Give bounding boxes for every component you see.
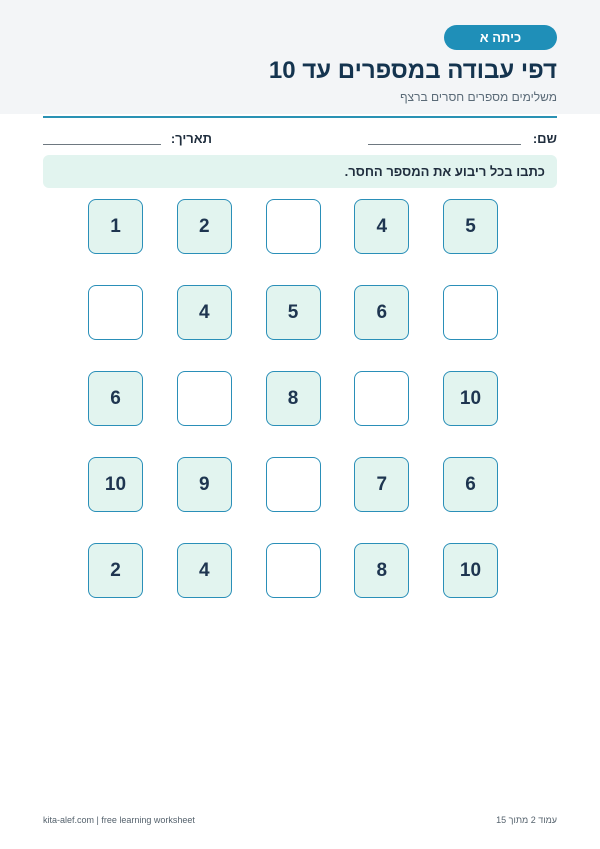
number-box: 6 (443, 457, 498, 512)
number-box: 10 (443, 543, 498, 598)
footer-site: kita-alef.com | free learning worksheet (43, 815, 195, 825)
grade-badge: כיתה א (444, 25, 557, 50)
grid-row (88, 457, 498, 512)
number-grid (88, 199, 498, 629)
blank-answer-box[interactable] (354, 371, 409, 426)
number-box: 1 (88, 199, 143, 254)
number-box: 2 (88, 543, 143, 598)
blank-answer-box[interactable] (266, 199, 321, 254)
number-box: 8 (266, 371, 321, 426)
date-field-line[interactable] (43, 144, 161, 145)
name-label: שם: (532, 131, 557, 146)
grid-row (88, 543, 498, 598)
number-box: 4 (177, 543, 232, 598)
page-title: דפי עבודה במספרים עד 10 (268, 57, 557, 84)
grid-row (88, 199, 498, 254)
number-box: 9 (177, 457, 232, 512)
number-box: 5 (443, 199, 498, 254)
blank-answer-box[interactable] (177, 371, 232, 426)
blank-answer-box[interactable] (88, 285, 143, 340)
header-divider (43, 116, 557, 118)
number-box: 4 (354, 199, 409, 254)
footer-page-number: עמוד 2 מתוך 15 (496, 815, 557, 825)
blank-answer-box[interactable] (443, 285, 498, 340)
number-box: 7 (354, 457, 409, 512)
number-box: 2 (177, 199, 232, 254)
instruction-box (43, 155, 557, 188)
blank-answer-box[interactable] (266, 543, 321, 598)
blank-answer-box[interactable] (266, 457, 321, 512)
grid-row (88, 371, 498, 426)
instruction-text: כתבו בכל ריבוע את המספר החסר. (344, 164, 545, 179)
number-box: 6 (354, 285, 409, 340)
number-box: 10 (443, 371, 498, 426)
number-box: 8 (354, 543, 409, 598)
page-subtitle: משלימים מספרים חסרים ברצף (400, 90, 557, 104)
grid-row (88, 285, 498, 340)
number-box: 10 (88, 457, 143, 512)
number-box: 6 (88, 371, 143, 426)
number-box: 5 (266, 285, 321, 340)
date-label: תאריך: (170, 131, 212, 146)
name-field-line[interactable] (368, 144, 521, 145)
number-box: 4 (177, 285, 232, 340)
